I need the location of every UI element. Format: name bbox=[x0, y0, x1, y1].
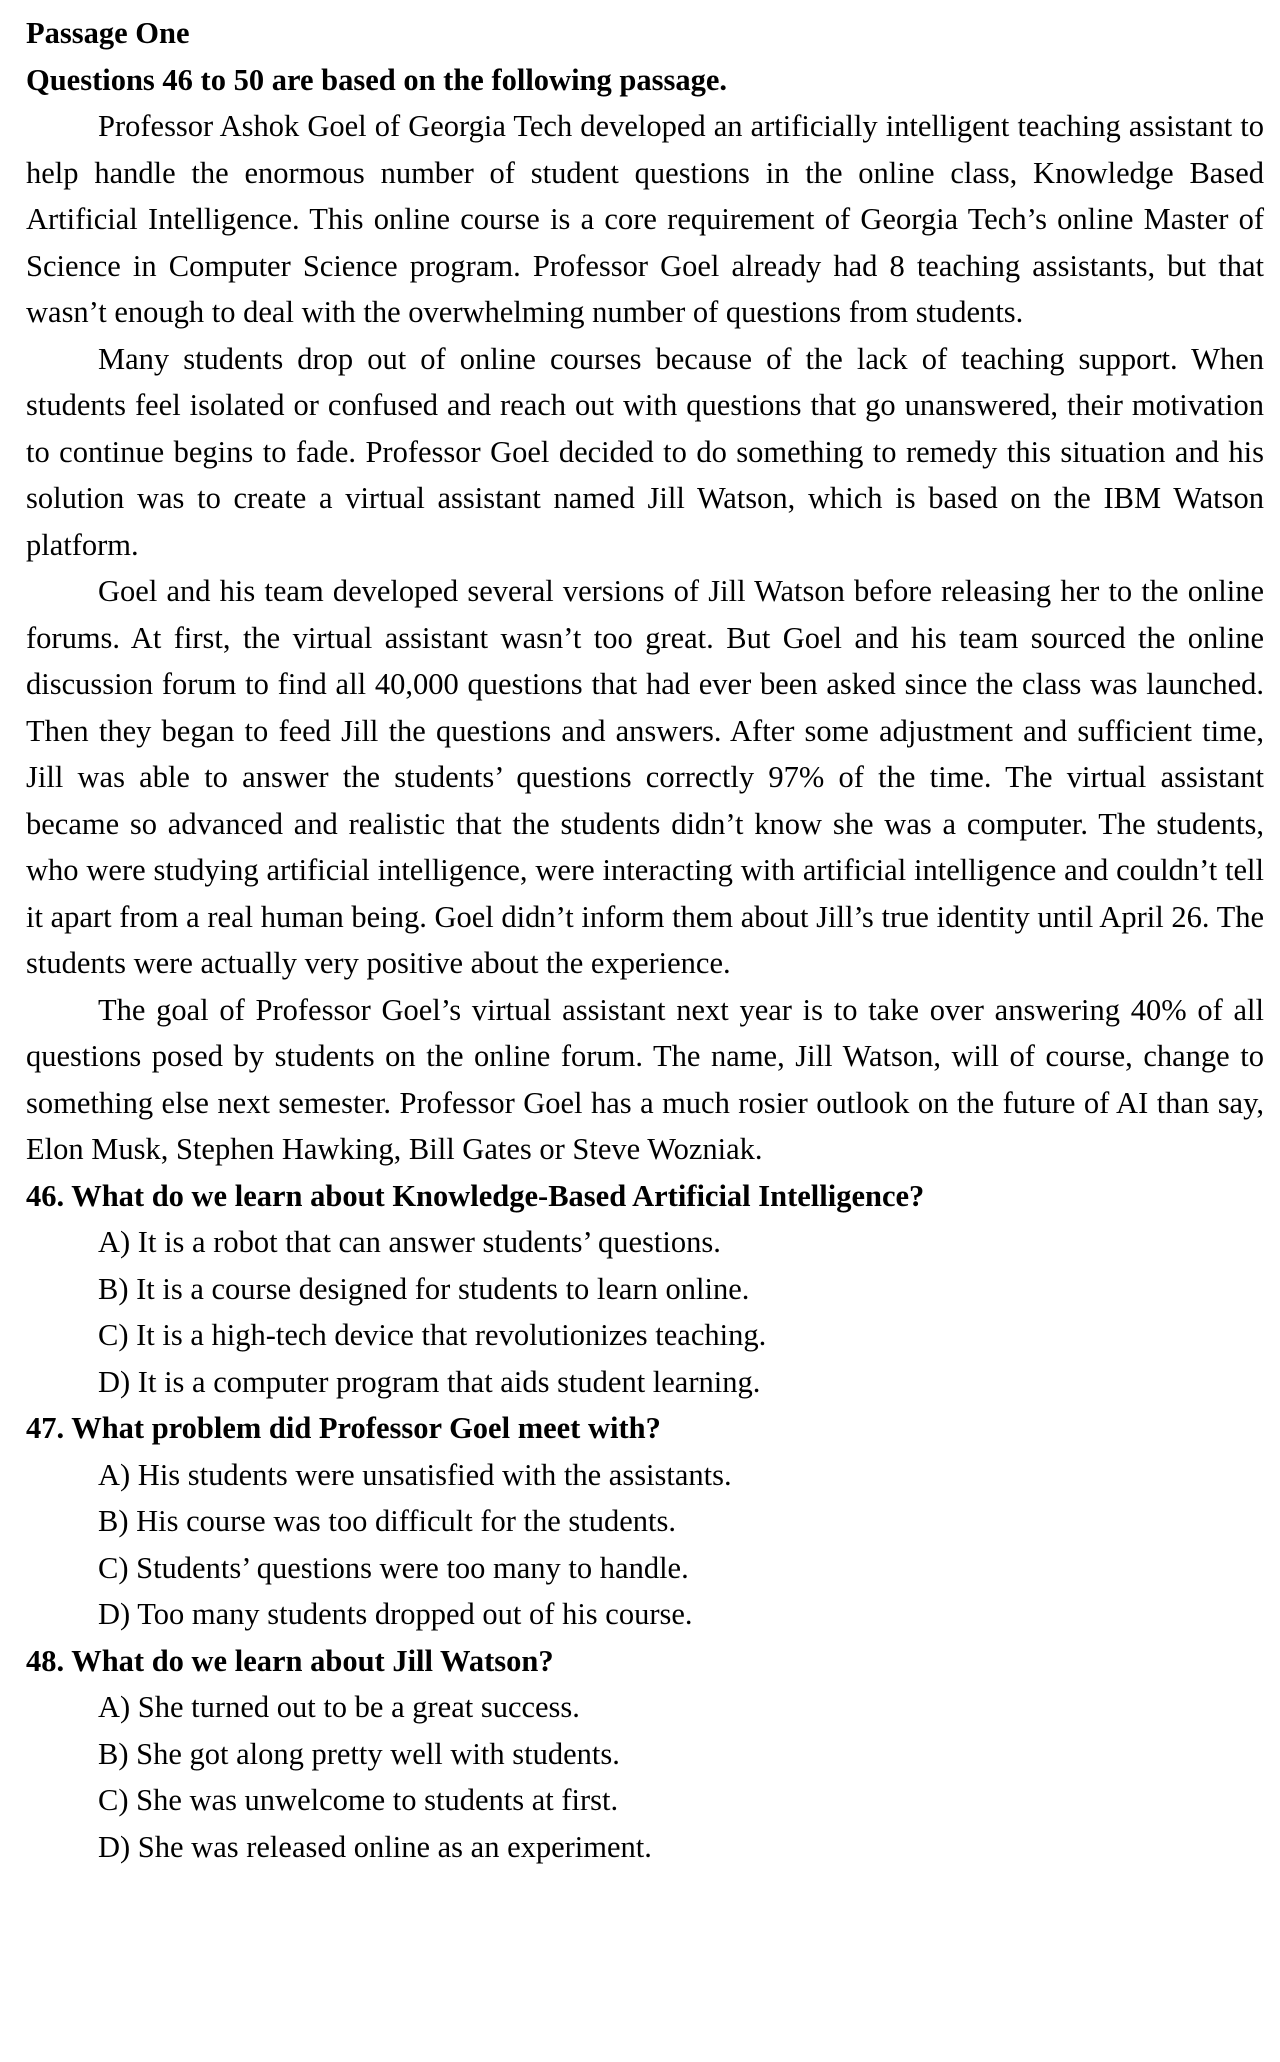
question-block-48 bbox=[26, 1638, 1264, 1871]
question-46-option-d: D) It is a computer program that aids student learning. bbox=[98, 1364, 761, 1399]
question-48-text: 48. What do we learn about Jill Watson? bbox=[26, 1643, 554, 1678]
question-block-47 bbox=[26, 1405, 1264, 1638]
question-47-option-b: B) His course was too difficult for the students. bbox=[98, 1504, 676, 1538]
passage-paragraph: Professor Ashok Goel of Georgia Tech developed an artificially intelligent teaching assistant to help handle the enormous number of student questions in the online class, Knowledge Based Artificial Intelligence. This online course is a core requirement of Georgia Tech’s online Master of Science in Computer Science program. Professor Goel already had 8 teaching assistants, but that wasn’t enough to deal with the overwhelming number of questions from students. bbox=[26, 109, 1264, 329]
question-46-option-a: A) It is a robot that can answer students’ questions. bbox=[98, 1225, 721, 1259]
question-47-option-d: D) Too many students dropped out of his course. bbox=[98, 1597, 693, 1631]
question-47-option-a: A) His students were unsatisfied with the assistants. bbox=[98, 1457, 732, 1492]
passage-paragraph: Goel and his team developed several versions of Jill Watson before releasing her to the online forums. At first, the virtual assistant wasn’t too great. But Goel and his team sourced the online discussion forum to find all 40,000 questions that had ever been asked since the class was launched. Then they began to feed Jill the questions and answers. After some adjustment and sufficient time, Jill was able to answer the students’ questions correctly 97% of the time. The virtual assistant became so advanced and realistic that the students didn’t know she was a computer. The students, who were studying artificial intelligence, were interacting with artificial intelligence and couldn’t tell it apart from a real human being. Goel didn’t inform them about Jill’s true identity until April 26. The students were actually very positive about the experience. bbox=[26, 574, 1264, 980]
question-48-option-c: C) She was unwelcome to students at first. bbox=[98, 1783, 619, 1817]
question-46-text: 46. What do we learn about Knowledge-Based Artificial Intelligence? bbox=[26, 1178, 925, 1213]
question-48-option-d: D) She was released online as an experiment. bbox=[98, 1829, 652, 1864]
passage-paragraph: Many students drop out of online courses because of the lack of teaching support. When students feel isolated or confused and reach out with questions that go unanswered, their motivation to continue begins to fade. Professor Goel decided to do something to remedy this situation and his solution was to create a virtual assistant named Jill Watson, which is based on the IBM Watson platform. bbox=[26, 341, 1264, 562]
question-46-option-c: C) It is a high-tech device that revolutionizes teaching. bbox=[98, 1318, 767, 1352]
passage-paragraph: The goal of Professor Goel’s virtual assistant next year is to take over answering 40% of all questions posed by students on the online forum. The name, Jill Watson, will of course, change to something else next semester. Professor Goel has a much rosier outlook on the future of AI than say, Elon Musk, Stephen Hawking, Bill Gates or Steve Wozniak. bbox=[26, 992, 1264, 1166]
question-block-46 bbox=[26, 1173, 1264, 1406]
question-47-option-c: C) Students’ questions were too many to handle. bbox=[98, 1550, 689, 1585]
passage-body bbox=[26, 103, 1264, 1173]
question-46-option-b: B) It is a course designed for students to learn online. bbox=[98, 1271, 750, 1306]
passage-label: Passage One bbox=[26, 16, 190, 50]
question-48-option-a: A) She turned out to be a great success. bbox=[98, 1690, 580, 1724]
question-instruction: Questions 46 to 50 are based on the following passage. bbox=[26, 62, 727, 97]
question-48-option-b: B) She got along pretty well with students. bbox=[98, 1736, 620, 1771]
question-47-text: 47. What problem did Professor Goel meet with? bbox=[26, 1411, 661, 1445]
